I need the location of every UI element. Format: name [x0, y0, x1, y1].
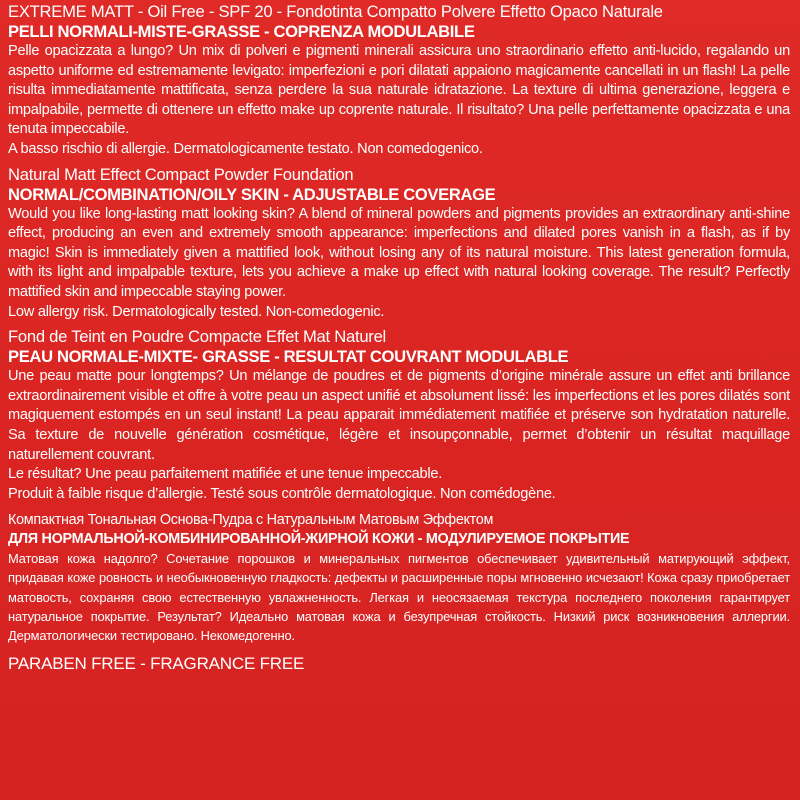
french-section [8, 327, 790, 504]
italian-title: EXTREME MATT - Oil Free - SPF 20 - Fondotinta Compatto Polvere Effetto Opaco Naturale [8, 2, 663, 21]
italian-allergy-note: A basso rischio di allergie. Dermatologicamente testato. Non comedogenico. [8, 140, 483, 157]
english-allergy-note: Low allergy risk. Dermatologically tested. Non-comedogenic. [8, 303, 385, 320]
italian-section [8, 2, 790, 160]
italian-description: Pelle opacizzata a lungo? Un mix di polveri e pigmenti minerali assicura uno straordinario effetto anti-lucido, regalando un aspetto uniforme ed estremamente levigato: imperfezioni e pori dilatati appaiono magicamente cancellati in un flash! La pelle risulta immediatamente mattificata, senza perdere la sua naturale idratazione. La texture di ultima generazione, leggera e impalpabile, permette di ottenere un effetto make up coprente naturale. Il risultato? Una pelle perfettamente opacizzata e una tenuta impeccabile. [8, 43, 790, 138]
french-allergy-note: Produit à faible risque d’allergie. Testé sous contrôle dermatologique. Non comédogène. [8, 485, 556, 502]
french-title: Fond de Teint en Poudre Compacte Effet Mat Naturel [8, 327, 386, 347]
russian-subtitle: ДЛЯ НОРМАЛЬНОЙ-КОМБИНИРОВАННОЙ-ЖИРНОЙ КОЖИ - МОДУЛИРУЕМОЕ ПОКРЫТИЕ [8, 531, 630, 548]
english-subtitle: NORMAL/COMBINATION/OILY SKIN - ADJUSTABLE COVERAGE [8, 184, 496, 204]
english-description: Would you like long-lasting matt looking skin? A blend of mineral powders and pigments provides an extraordinary anti-shine effect, producing an even and extremely smooth appearance: imperfections and dilated pores vanish in a flash, as if by magic! Skin is immediately given a mattified look, without losing any of its natural moisture. This latest generation formula, with its light and impalpable texture, lets you achieve a make up effect with natural looking coverage. The result? Perfectly mattified skin and impeccable staying power. [8, 205, 790, 300]
russian-title: Компактная Тональная Основа-Пудра с Натуральным Матовым Эффектом [8, 512, 494, 529]
french-result: Le résultat? Une peau parfaitement matifiée et une tenue impeccable. [8, 466, 443, 483]
italian-subtitle: PELLI NORMALI-MISTE-GRASSE - COPRENZA MODULABILE [8, 22, 475, 41]
french-description: Une peau matte pour longtemps? Un mélange de poudres et de pigments d’origine minérale assure un effet anti brillance extraordinairement visible et offre à votre peau un aspect unifié et absolument lissé: les imperfections et les pores dilatés sont magiquement estompés en un seul instant! La peau apparait immédiatement matifiée et préserve son hydratation naturelle. Sa texture de nouvelle génération cosmétique, légère et insoupçonnable, permet d’obtenir un résultat maquillage naturellement couvrant. [8, 368, 790, 463]
paraben-fragrance-free-claim: PARABEN FREE - FRAGRANCE FREE [8, 654, 305, 674]
english-title: Natural Matt Effect Compact Powder Foundation [8, 164, 354, 184]
english-section [8, 165, 790, 323]
russian-section [8, 511, 790, 645]
french-subtitle: PEAU NORMALE-MIXTE- GRASSE - RESULTAT COUVRANT MODULABLE [8, 347, 569, 367]
russian-description: Матовая кожа надолго? Сочетание порошков и минеральных пигментов обеспечивает удивительный матирующий эффект, придавая коже ровность и необыкновенную гладкость: дефекты и расширенные поры мгновенно исчезают! Кожа сразу приобретает матовость, сохраняя свою естественную увлажненность. Легкая и неосязаемая текстура последнего поколения гарантирует натуральное покрытие. Результат? Идеально матовая кожа и безупречная стойкость. Низкий риск возникновения аллергии. Дерматологически тестировано. Некомедогенно. [8, 551, 790, 644]
